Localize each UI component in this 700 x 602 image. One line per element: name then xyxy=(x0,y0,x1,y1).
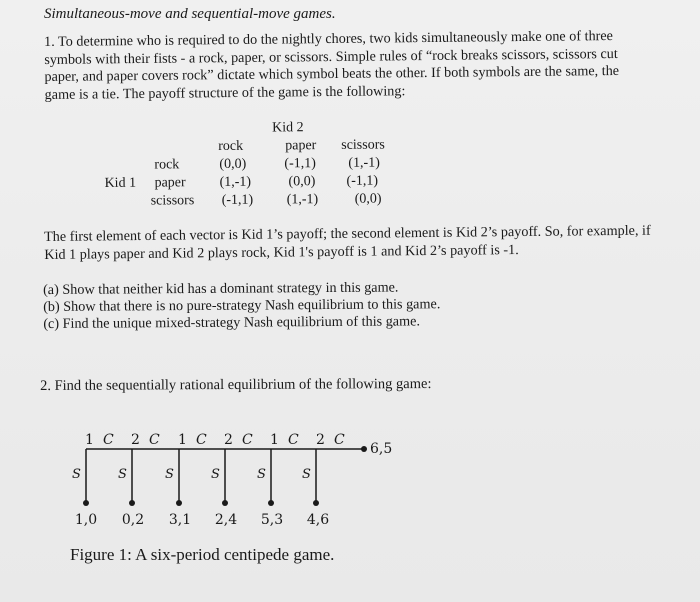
row-header-paper: paper xyxy=(154,175,186,191)
stop-label: S xyxy=(72,467,81,482)
terminal-payoff: 3,1 xyxy=(168,512,192,528)
centipede-game-diagram xyxy=(60,428,420,528)
terminal-payoff: 5,3 xyxy=(260,512,284,528)
stop-label: S xyxy=(257,467,266,482)
final-payoff: 6,5 xyxy=(370,441,393,457)
continue-label: C xyxy=(334,432,345,448)
stop-branch xyxy=(268,449,274,506)
continue-label: C xyxy=(149,432,160,448)
payoff-cell: (-1,1) xyxy=(221,192,254,208)
payoff-cell: (1,-1) xyxy=(348,155,380,171)
continue-label: C xyxy=(103,432,114,448)
final-node xyxy=(361,446,367,452)
continue-label: C xyxy=(242,432,253,448)
column-header-paper: paper xyxy=(285,138,317,154)
stop-branch xyxy=(176,449,182,506)
stop-branch xyxy=(222,449,228,506)
player-label: 1 xyxy=(85,432,94,448)
continue-label: C xyxy=(196,432,207,448)
payoff-cell: (0,0) xyxy=(354,191,382,207)
terminal-payoff: 1,0 xyxy=(74,512,98,528)
stop-branch xyxy=(313,449,319,506)
part-a: (a) Show that neither kid has a dominant strategy in this game. xyxy=(43,279,399,298)
payoff-cell: (1,-1) xyxy=(286,192,319,208)
column-header-scissors: scissors xyxy=(341,137,385,153)
terminal-payoff: 0,2 xyxy=(121,512,145,528)
terminal-payoff: 2,4 xyxy=(214,512,238,528)
payoff-cell: (1,-1) xyxy=(219,174,252,190)
player-label: 2 xyxy=(316,432,325,448)
figure-caption: Figure 1: A six-period centipede game. xyxy=(70,545,335,564)
row-player-label: Kid 1 xyxy=(104,175,137,191)
payoff-cell: (-1,1) xyxy=(346,173,379,189)
payoff-cell: (0,0) xyxy=(219,156,247,172)
payoff-matrix xyxy=(100,119,421,217)
part-c: (c) Find the unique mixed-strategy Nash equilibrium of this game. xyxy=(43,313,421,332)
payoff-cell: (0,0) xyxy=(288,174,316,190)
question-2-text: 2. Find the sequentially rational equilibrium of the following game: xyxy=(40,375,432,394)
payoff-explanation: The first element of each vector is Kid 1’s payoff; the second element is Kid 2’s payoff. So, for example, if Kid 1 plays paper and Kid 2 plays rock, Kid 1's payoff is 1 and Kid 2’s payoff is -1. xyxy=(44,222,651,263)
part-b: (b) Show that there is no pure-strategy Nash equilibrium to this game. xyxy=(43,296,441,315)
column-player-label: Kid 2 xyxy=(271,120,304,136)
stop-branch xyxy=(129,449,135,506)
column-header-rock: rock xyxy=(218,138,244,154)
section-heading: Simultaneous-move and sequential-move games. xyxy=(44,6,336,22)
stop-label: S xyxy=(165,467,174,482)
stop-branch xyxy=(83,449,89,506)
player-label: 1 xyxy=(270,432,279,448)
payoff-cell: (-1,1) xyxy=(284,156,316,172)
question-1-parts xyxy=(43,278,603,333)
stop-label: S xyxy=(211,467,220,482)
continue-label: C xyxy=(288,432,299,448)
question-1-text: 1. To determine who is required to do the nightly chores, two kids simultaneously make one of three symbols with their fists - a rock, paper, or scissors. Simple rules of “rock breaks scissors, scissors cut paper, and paper covers rock” dictate which symbol beats the other. If both symbols are the same, the game is a tie. The payoff structure of the game is the following: xyxy=(44,28,620,103)
row-header-scissors: scissors xyxy=(150,193,195,209)
player-label: 1 xyxy=(178,432,187,448)
stop-label: S xyxy=(118,467,127,482)
player-label: 2 xyxy=(224,432,233,448)
row-header-rock: rock xyxy=(154,157,180,173)
terminal-payoff: 4,6 xyxy=(306,512,330,528)
player-label: 2 xyxy=(131,432,140,448)
stop-label: S xyxy=(302,467,311,482)
